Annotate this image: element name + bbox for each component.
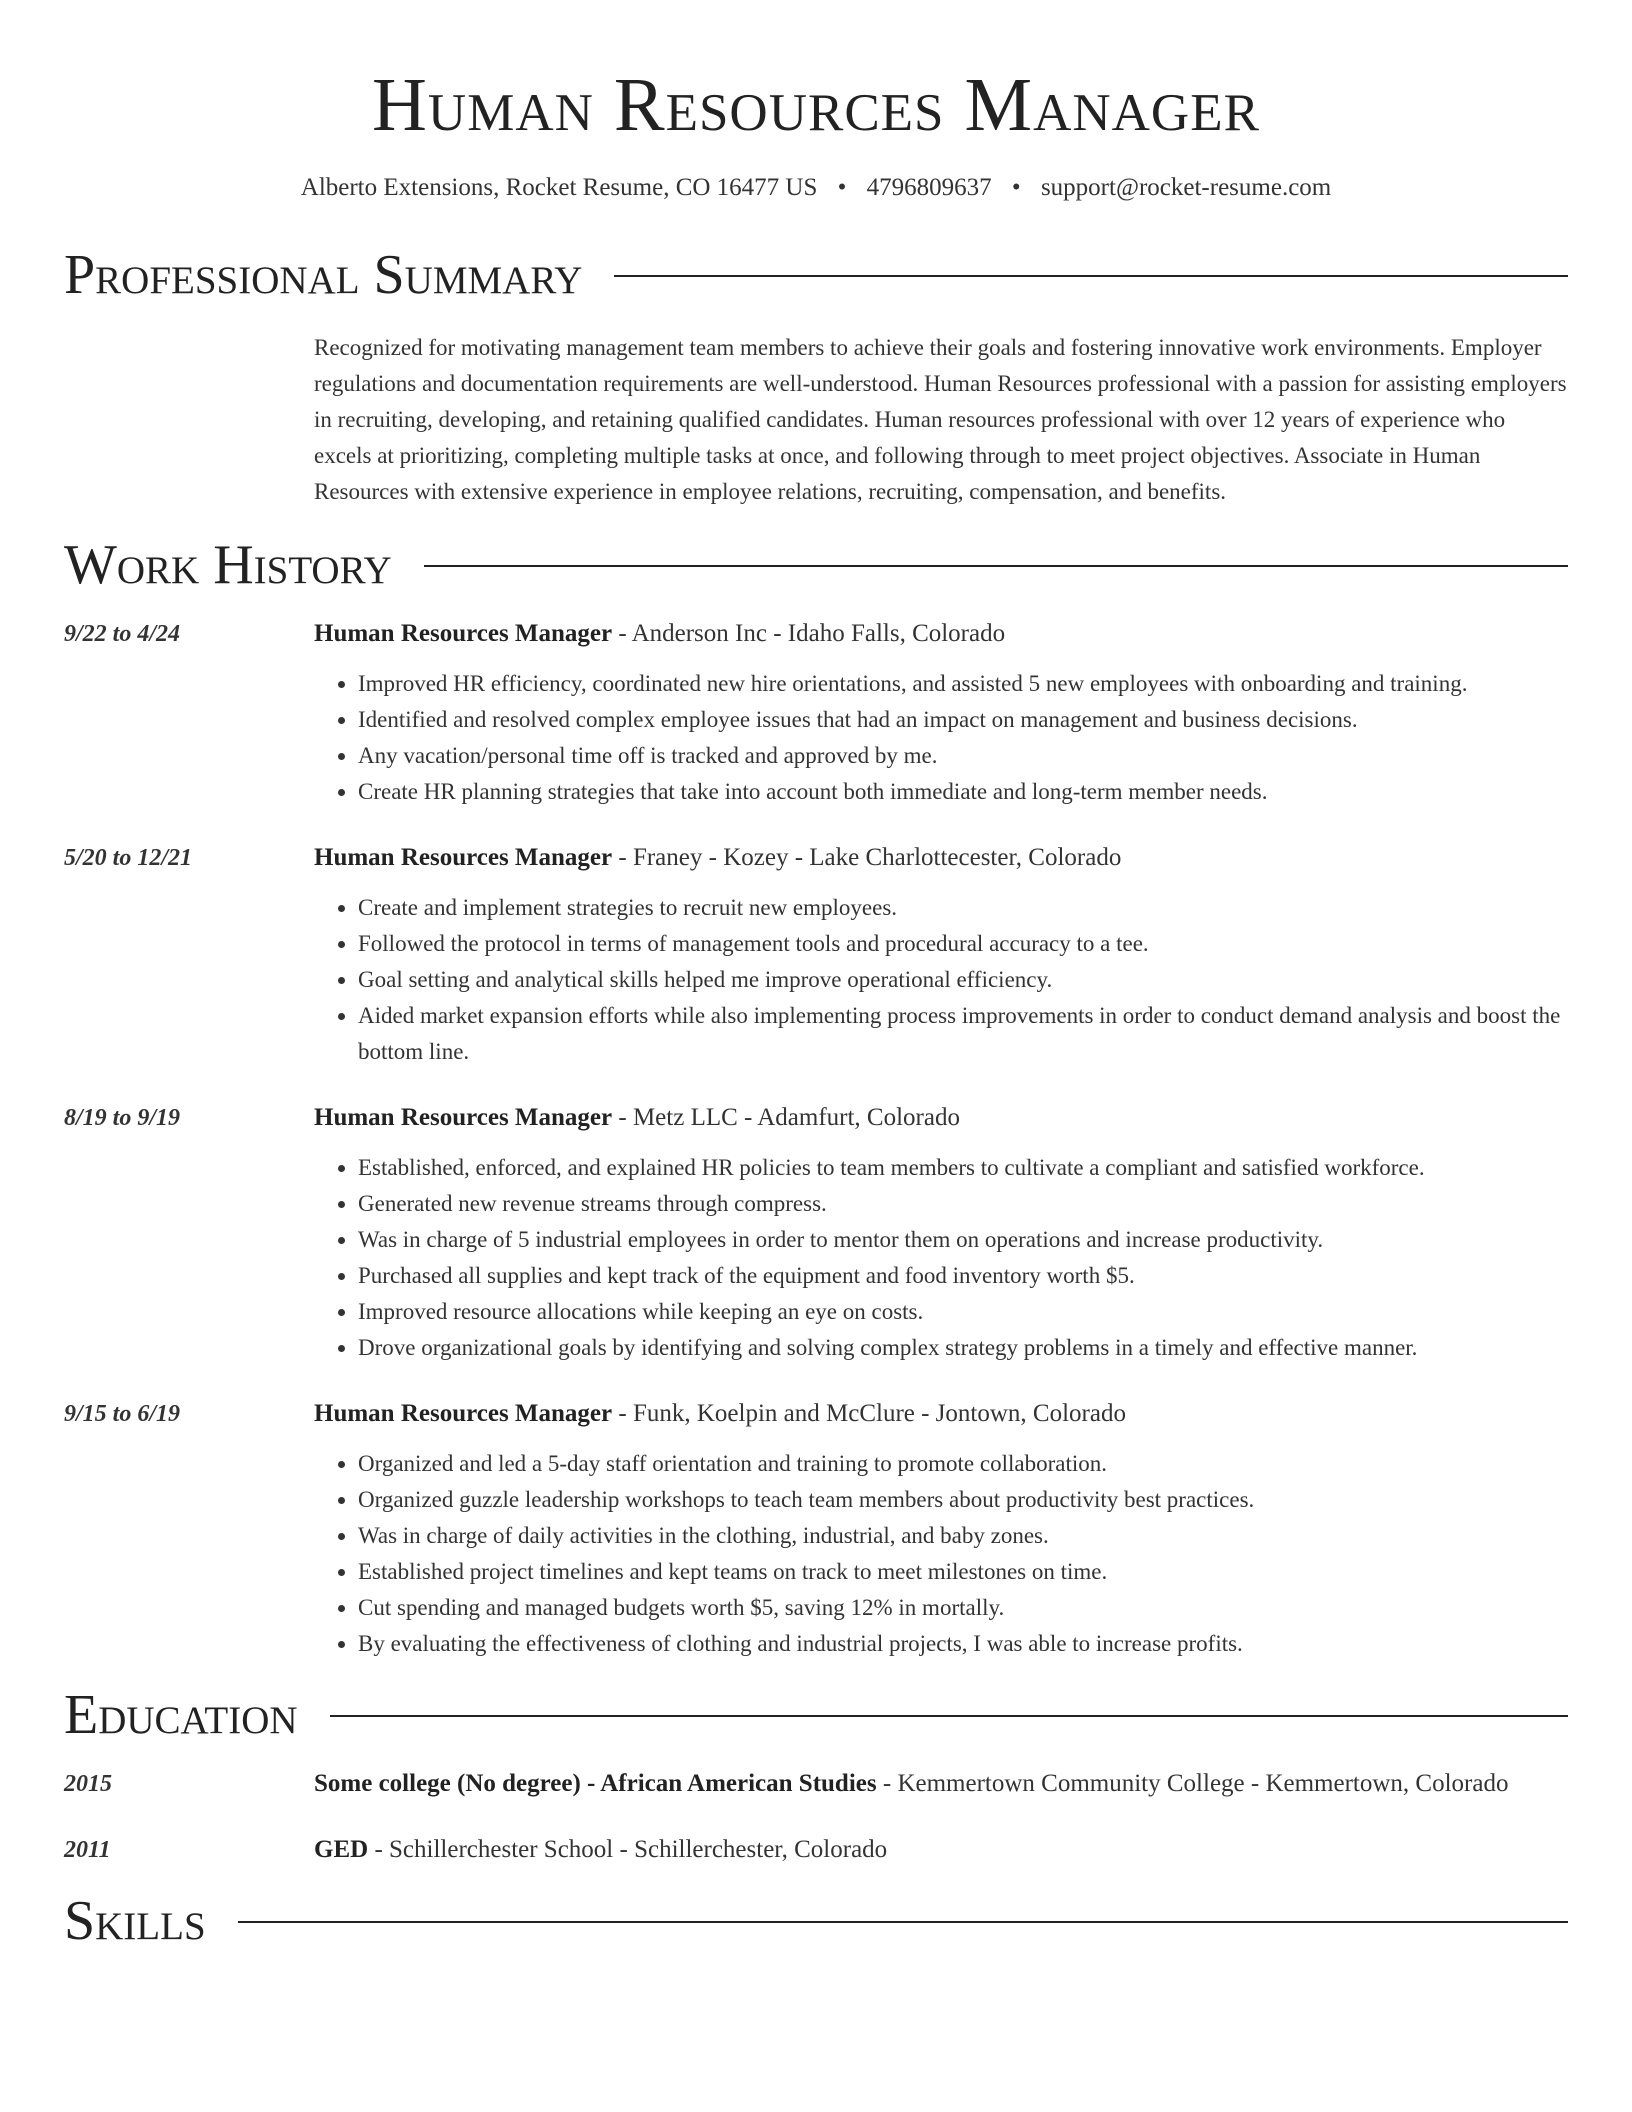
page-title: Human Resources Manager [372, 63, 1260, 147]
job-role: Human Resources Manager [314, 1400, 613, 1427]
contact-address: Alberto Extensions, Rocket Resume, CO 16477 US [300, 174, 818, 201]
section-header-work [64, 532, 1568, 598]
job-details: - Funk, Koelpin and McClure - Jontown, Colorado [612, 1400, 1126, 1427]
list-item: • Create and implement strategies to recruit new employees. [358, 890, 1568, 926]
list-item: • Identified and resolved complex employee issues that had an impact on management and business decisions. [358, 702, 1568, 738]
education-year: 2015 [64, 1771, 112, 1797]
section-header-summary [64, 242, 1568, 308]
list-item: • Organized and led a 5-day staff orientation and training to promote collaboration. [358, 1446, 1568, 1482]
job-entry [64, 1100, 1568, 1366]
education-list [64, 1766, 1568, 1868]
list-item: • By evaluating the effectiveness of clothing and industrial projects, I was able to increase profits. [358, 1626, 1568, 1662]
list-item: • Aided market expansion efforts while also implementing process improvements in order to conduct demand analysis and boost the bottom line. [358, 998, 1568, 1070]
education-details: - Schillerchester School - Schillerchester, Colorado [368, 1836, 888, 1863]
job-details: - Metz LLC - Adamfurt, Colorado [612, 1104, 960, 1131]
list-item: • Was in charge of 5 industrial employees in order to mentor them on operations and increase productivity. [358, 1222, 1568, 1258]
list-item: • Any vacation/personal time off is tracked and approved by me. [358, 738, 1568, 774]
section-title-summary: Professional Summary [64, 244, 583, 306]
section-title-skills: Skills [64, 1890, 206, 1952]
education-heading [314, 1766, 1568, 1802]
job-entry [64, 616, 1568, 810]
list-item: • Was in charge of daily activities in the clothing, industrial, and baby zones. [358, 1518, 1568, 1554]
education-entry [64, 1832, 1568, 1868]
list-item: • Organized guzzle leadership workshops to teach team members about productivity best practices. [358, 1482, 1568, 1518]
job-heading [314, 840, 1568, 876]
section-divider [424, 565, 1568, 567]
job-bullets [314, 666, 1568, 810]
education-year: 2011 [64, 1837, 111, 1863]
contact-separator: • [837, 174, 847, 201]
section-divider [238, 1921, 1568, 1923]
job-heading [314, 1100, 1568, 1136]
list-item: • Create HR planning strategies that take into account both immediate and long-term member needs. [358, 774, 1568, 810]
list-item: • Purchased all supplies and kept track of the equipment and food inventory worth $5. [358, 1258, 1568, 1294]
education-entry [64, 1766, 1568, 1802]
job-heading [314, 616, 1568, 652]
education-degree: Some college (No degree) - African American Studies [314, 1770, 877, 1797]
job-entry [64, 840, 1568, 1070]
education-degree: GED [314, 1836, 369, 1863]
job-role: Human Resources Manager [314, 620, 613, 647]
contact-email: support@rocket-resume.com [1040, 174, 1332, 201]
job-dates: 9/15 to 6/19 [64, 1401, 181, 1427]
list-item: • Improved HR efficiency, coordinated new hire orientations, and assisted 5 new employees with onboarding and training. [358, 666, 1568, 702]
contact-phone: 4796809637 [866, 174, 992, 201]
list-item: • Improved resource allocations while keeping an eye on costs. [358, 1294, 1568, 1330]
job-role: Human Resources Manager [314, 1104, 613, 1131]
section-divider [614, 275, 1568, 277]
list-item: • Cut spending and managed budgets worth $5, saving 12% in mortally. [358, 1590, 1568, 1626]
job-dates: 5/20 to 12/21 [64, 845, 193, 871]
section-header-skills [64, 1888, 1568, 1954]
list-item: • Goal setting and analytical skills helped me improve operational efficiency. [358, 962, 1568, 998]
job-bullets [314, 890, 1568, 1070]
list-item: • Established project timelines and kept teams on track to meet milestones on time. [358, 1554, 1568, 1590]
list-item: • Followed the protocol in terms of management tools and procedural accuracy to a tee. [358, 926, 1568, 962]
section-title-work: Work History [64, 534, 392, 596]
job-bullets [314, 1150, 1568, 1366]
job-details: - Anderson Inc - Idaho Falls, Colorado [612, 620, 1006, 647]
education-heading [314, 1832, 1568, 1868]
resume-page [64, 0, 1568, 1954]
job-bullets [314, 1446, 1568, 1662]
job-entry [64, 1396, 1568, 1662]
contact-separator: • [1011, 174, 1021, 201]
section-divider [330, 1715, 1568, 1717]
job-details: - Franey - Kozey - Lake Charlottecester, Colorado [612, 844, 1122, 871]
list-item: • Established, enforced, and explained HR policies to team members to cultivate a compliant and satisfied workforce. [358, 1150, 1568, 1186]
section-header-education [64, 1682, 1568, 1748]
job-dates: 8/19 to 9/19 [64, 1105, 181, 1131]
list-item: • Generated new revenue streams through compress. [358, 1186, 1568, 1222]
list-item: • Drove organizational goals by identifying and solving complex strategy problems in a timely and effective manner. [358, 1330, 1568, 1366]
job-dates: 9/22 to 4/24 [64, 621, 181, 647]
summary-text: Recognized for motivating management team members to achieve their goals and fostering innovative work environments. Employer regulations and documentation requirements are well-understood. Human Resources professional with a passion for assisting employers in recruiting, developing, and retaining qualified candidates. Human resources professional with over 12 years of experience who excels at prioritizing, completing multiple tasks at once, and following through to meet project objectives. Associate in Human Resources with extensive experience in employee relations, recruiting, compensation, and benefits. [314, 335, 1567, 504]
job-heading [314, 1396, 1568, 1432]
job-role: Human Resources Manager [314, 844, 613, 871]
education-details: - Kemmertown Community College - Kemmertown, Colorado [876, 1770, 1509, 1797]
work-history-list [64, 616, 1568, 1662]
contact-line [64, 172, 1568, 204]
section-title-education: Education [64, 1684, 298, 1746]
